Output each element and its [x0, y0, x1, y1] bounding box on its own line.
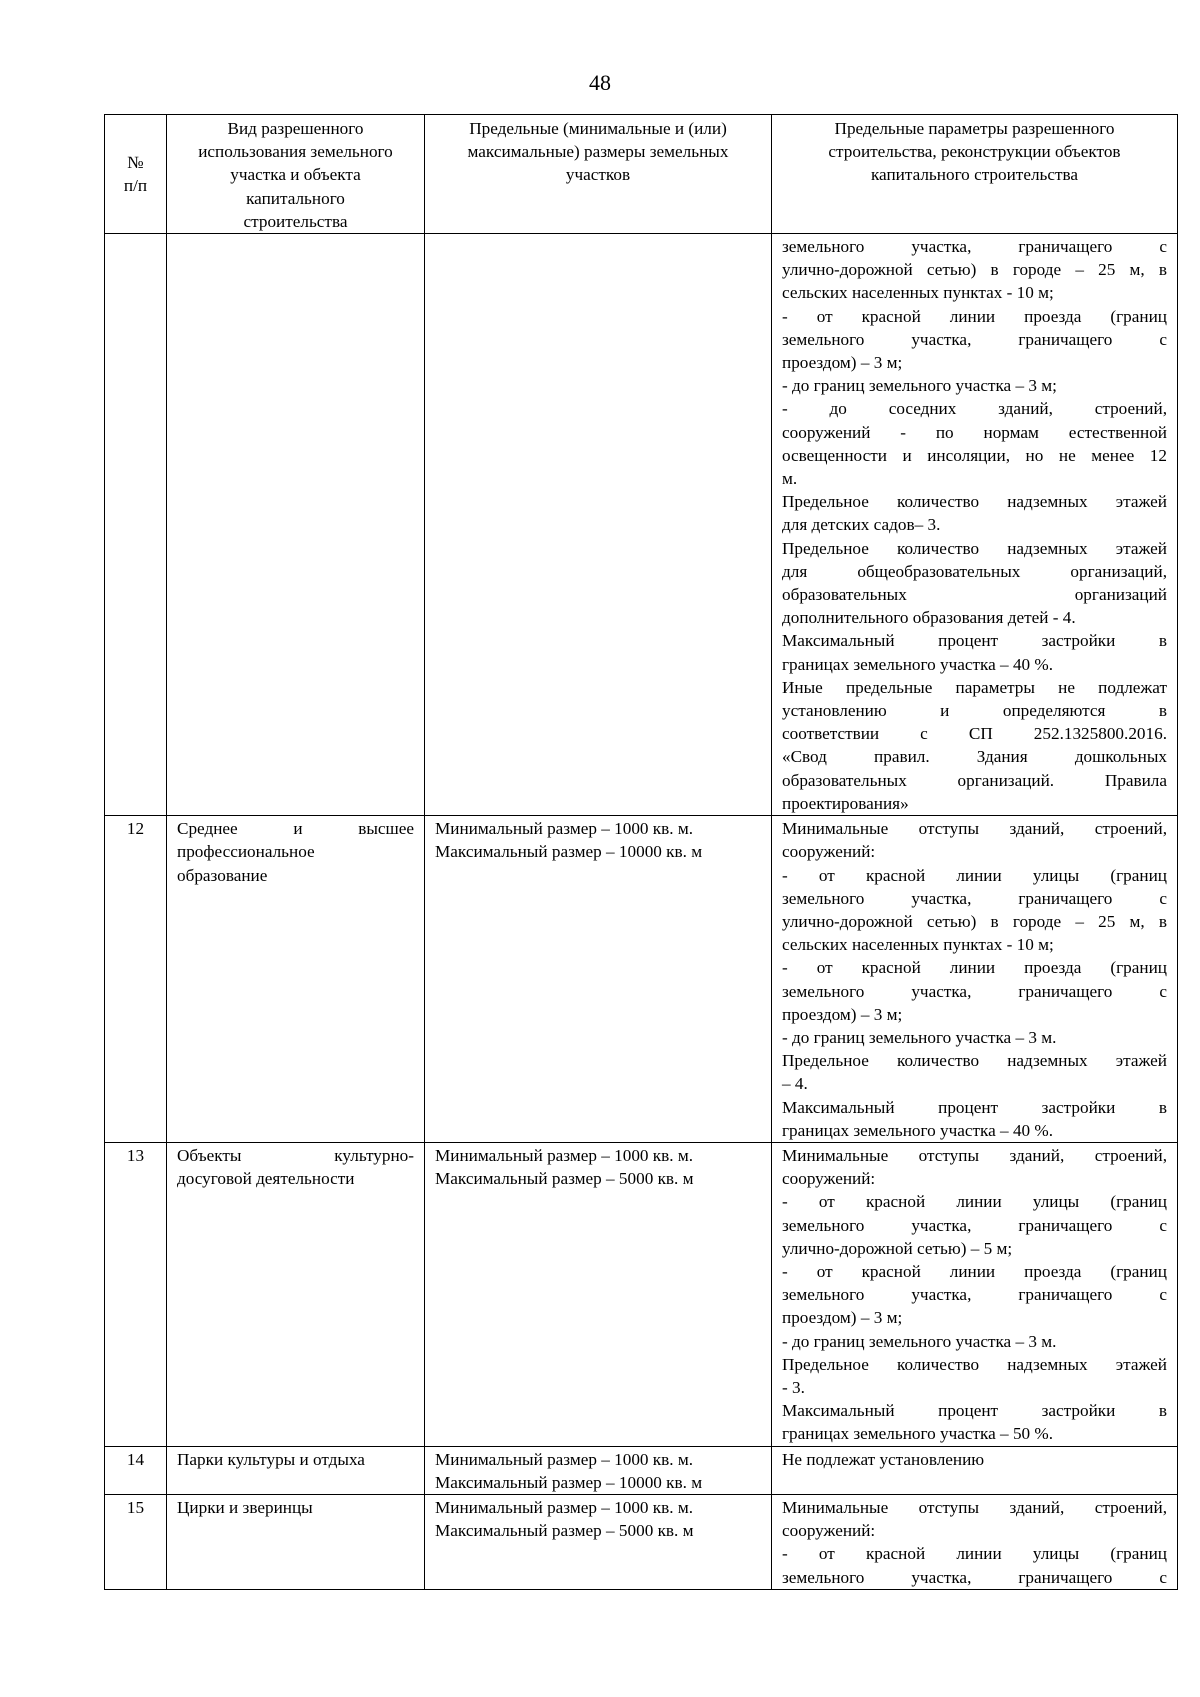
parameter-text-line: земельного участка, граничащего с — [782, 1567, 1167, 1587]
parameter-text-line: освещенности и инсоляции, но не менее 12 — [782, 445, 1167, 465]
parameter-text-line: сооружений: — [782, 842, 876, 862]
parameter-text-line: сельских населенных пунктах - 10 м; — [782, 283, 1054, 303]
cell-permitted-use — [167, 1494, 425, 1589]
cell-number — [105, 234, 167, 816]
parameter-text-line: земельного участка, граничащего с — [782, 888, 1167, 908]
table-row — [105, 816, 1178, 1143]
parameter-text-line: проездом) – 3 м; — [782, 1308, 903, 1328]
use-text-line: профессиональное — [177, 842, 315, 862]
header-permitted-use — [167, 115, 425, 234]
cell-number: 12 — [105, 816, 167, 1143]
parameter-text-line: сооружений: — [782, 1169, 876, 1189]
parameter-text-line: проектирования» — [782, 793, 909, 813]
parameter-text-line: Предельное количество надземных этажей — [782, 538, 1167, 558]
parameter-text-line: «Свод правил. Здания дошкольных — [782, 747, 1167, 767]
table-row — [105, 1446, 1178, 1494]
parameter-text-line: Минимальные отступы зданий, строений, — [782, 1497, 1167, 1517]
parameter-text-line: образовательных организаций — [782, 585, 1167, 605]
cell-number: 15 — [105, 1494, 167, 1589]
cell-construction-parameters — [772, 816, 1178, 1143]
parameter-text-line: проездом) – 3 м; — [782, 1004, 903, 1024]
parameter-text-line: - до границ земельного участка – 3 м. — [782, 1027, 1057, 1047]
cell-plot-size — [425, 816, 772, 1143]
cell-permitted-use — [167, 816, 425, 1143]
header-text-line: капитального — [246, 188, 345, 208]
size-text-line: Минимальный размер – 1000 кв. м. — [435, 819, 694, 839]
use-text-line: Парки культуры и отдыха — [177, 1449, 365, 1469]
size-text-line: Максимальный размер – 5000 кв. м — [435, 1521, 694, 1541]
parameter-text-line: Предельное количество надземных этажей — [782, 1051, 1167, 1071]
size-text-line: Минимальный размер – 1000 кв. м. — [435, 1497, 694, 1517]
parameter-text-line: - от красной линии проезда (границ — [782, 958, 1167, 978]
cell-plot-size — [425, 1494, 772, 1589]
header-text-line: п/п — [123, 176, 148, 195]
cell-plot-size — [425, 1446, 772, 1494]
parameter-text-line: земельного участка, граничащего с — [782, 1215, 1167, 1235]
parameter-text-line: земельного участка, граничащего с — [782, 1285, 1167, 1305]
parameter-text-line: сооружений - по нормам естественной — [782, 422, 1167, 442]
parameter-text-line: соответствии с СП 252.1325800.2016. — [782, 724, 1167, 744]
use-text-line: досуговой деятельности — [177, 1169, 355, 1189]
header-text-line: использования земельного — [198, 142, 393, 162]
parameter-text-line: границах земельного участка – 50 %. — [782, 1424, 1054, 1444]
header-plot-size-limits — [425, 115, 772, 234]
parameter-text-line: - до границ земельного участка – 3 м. — [782, 1331, 1057, 1351]
header-text-line: Предельные (минимальные и (или) — [469, 119, 727, 138]
parameter-text-line: м. — [782, 469, 798, 489]
parameter-text-line: Максимальный процент застройки в — [782, 1097, 1167, 1117]
parameter-text-line: - от красной линии улицы (границ — [782, 1192, 1167, 1212]
parameter-text-line: Максимальный процент застройки в — [782, 1401, 1167, 1421]
header-text-line: № — [127, 152, 144, 172]
header-text-line: строительства — [243, 211, 348, 231]
parameter-text-line: границах земельного участка – 40 %. — [782, 654, 1054, 674]
header-text-line: Вид разрешенного — [227, 119, 364, 138]
parameter-text-line: улично-дорожной сетью) в городе – 25 м, в — [782, 911, 1167, 931]
cell-plot-size — [425, 1142, 772, 1446]
table-row-continuation — [105, 234, 1178, 816]
header-text-line: Предельные параметры разрешенного — [834, 119, 1115, 138]
parameter-text-line: сельских населенных пунктах - 10 м; — [782, 935, 1054, 955]
regulations-table — [104, 114, 1178, 1590]
parameter-text-line: Максимальный процент застройки в — [782, 631, 1167, 651]
cell-permitted-use — [167, 1446, 425, 1494]
parameter-text-line: границах земельного участка – 40 %. — [782, 1120, 1054, 1140]
cell-number: 13 — [105, 1142, 167, 1446]
header-text-line: капитального строительства — [870, 165, 1079, 185]
parameter-text-line: установлению и определяются в — [782, 701, 1167, 721]
use-text-line: Среднее и высшее — [177, 819, 414, 839]
use-text-line: Объекты культурно- — [177, 1145, 414, 1165]
table-row — [105, 1142, 1178, 1446]
use-text-line: образование — [177, 865, 268, 885]
parameter-text-line: проездом) – 3 м; — [782, 353, 903, 373]
parameter-text-line: Иные предельные параметры не подлежат — [782, 677, 1167, 697]
cell-construction-parameters — [772, 1142, 1178, 1446]
header-number — [105, 115, 167, 234]
parameter-text-line: Предельное количество надземных этажей — [782, 492, 1167, 512]
parameter-text-line: - 3. — [782, 1377, 805, 1397]
header-text-line: строительства, реконструкции объектов — [828, 142, 1121, 162]
size-text-line: Максимальный размер – 10000 кв. м — [435, 842, 703, 862]
header-text-line: участков — [565, 165, 631, 185]
parameter-text-line: – 4. — [782, 1074, 808, 1094]
parameter-text-line: - до границ земельного участка – 3 м; — [782, 376, 1057, 396]
cell-permitted-use — [167, 234, 425, 816]
parameter-text-line: для общеобразовательных организаций, — [782, 561, 1167, 581]
size-text-line: Максимальный размер – 10000 кв. м — [435, 1472, 703, 1492]
size-text-line: Минимальный размер – 1000 кв. м. — [435, 1449, 694, 1469]
parameter-text-line: Не подлежат установлению — [782, 1449, 985, 1469]
cell-construction-parameters — [772, 234, 1178, 816]
parameter-text-line: - от красной линии проезда (границ — [782, 1261, 1167, 1281]
parameter-text-line: земельного участка, граничащего с — [782, 237, 1167, 257]
parameter-text-line: для детских садов– 3. — [782, 515, 941, 535]
cell-permitted-use — [167, 1142, 425, 1446]
parameter-text-line: образовательных организаций. Правила — [782, 770, 1167, 790]
use-text-line: Цирки и зверинцы — [177, 1497, 313, 1517]
parameter-text-line: - от красной линии улицы (границ — [782, 865, 1167, 885]
parameter-text-line: Предельное количество надземных этажей — [782, 1354, 1167, 1374]
parameter-text-line: земельного участка, граничащего с — [782, 329, 1167, 349]
parameter-text-line: сооружений: — [782, 1521, 876, 1541]
parameter-text-line: земельного участка, граничащего с — [782, 981, 1167, 1001]
parameter-text-line: Минимальные отступы зданий, строений, — [782, 819, 1167, 839]
page-number: 48 — [589, 70, 611, 95]
size-text-line: Максимальный размер – 5000 кв. м — [435, 1169, 694, 1189]
cell-construction-parameters — [772, 1446, 1178, 1494]
parameter-text-line: - от красной линии проезда (границ — [782, 306, 1167, 326]
cell-plot-size — [425, 234, 772, 816]
parameter-text-line: улично-дорожной сетью) – 5 м; — [782, 1238, 1013, 1258]
header-text-line: участка и объекта — [230, 165, 361, 185]
parameter-text-line: Минимальные отступы зданий, строений, — [782, 1145, 1167, 1165]
parameter-text-line: улично-дорожной сетью) в городе – 25 м, в — [782, 260, 1167, 280]
table-row — [105, 1494, 1178, 1589]
cell-number: 14 — [105, 1446, 167, 1494]
header-text-line: максимальные) размеры земельных — [467, 142, 729, 162]
size-text-line: Минимальный размер – 1000 кв. м. — [435, 1145, 694, 1165]
header-construction-parameters — [772, 115, 1178, 234]
parameter-text-line: - до соседних зданий, строений, — [782, 399, 1167, 419]
parameter-text-line: - от красной линии улицы (границ — [782, 1544, 1167, 1564]
table-header-row — [105, 115, 1178, 234]
cell-construction-parameters — [772, 1494, 1178, 1589]
parameter-text-line: дополнительного образования детей - 4. — [782, 608, 1076, 628]
